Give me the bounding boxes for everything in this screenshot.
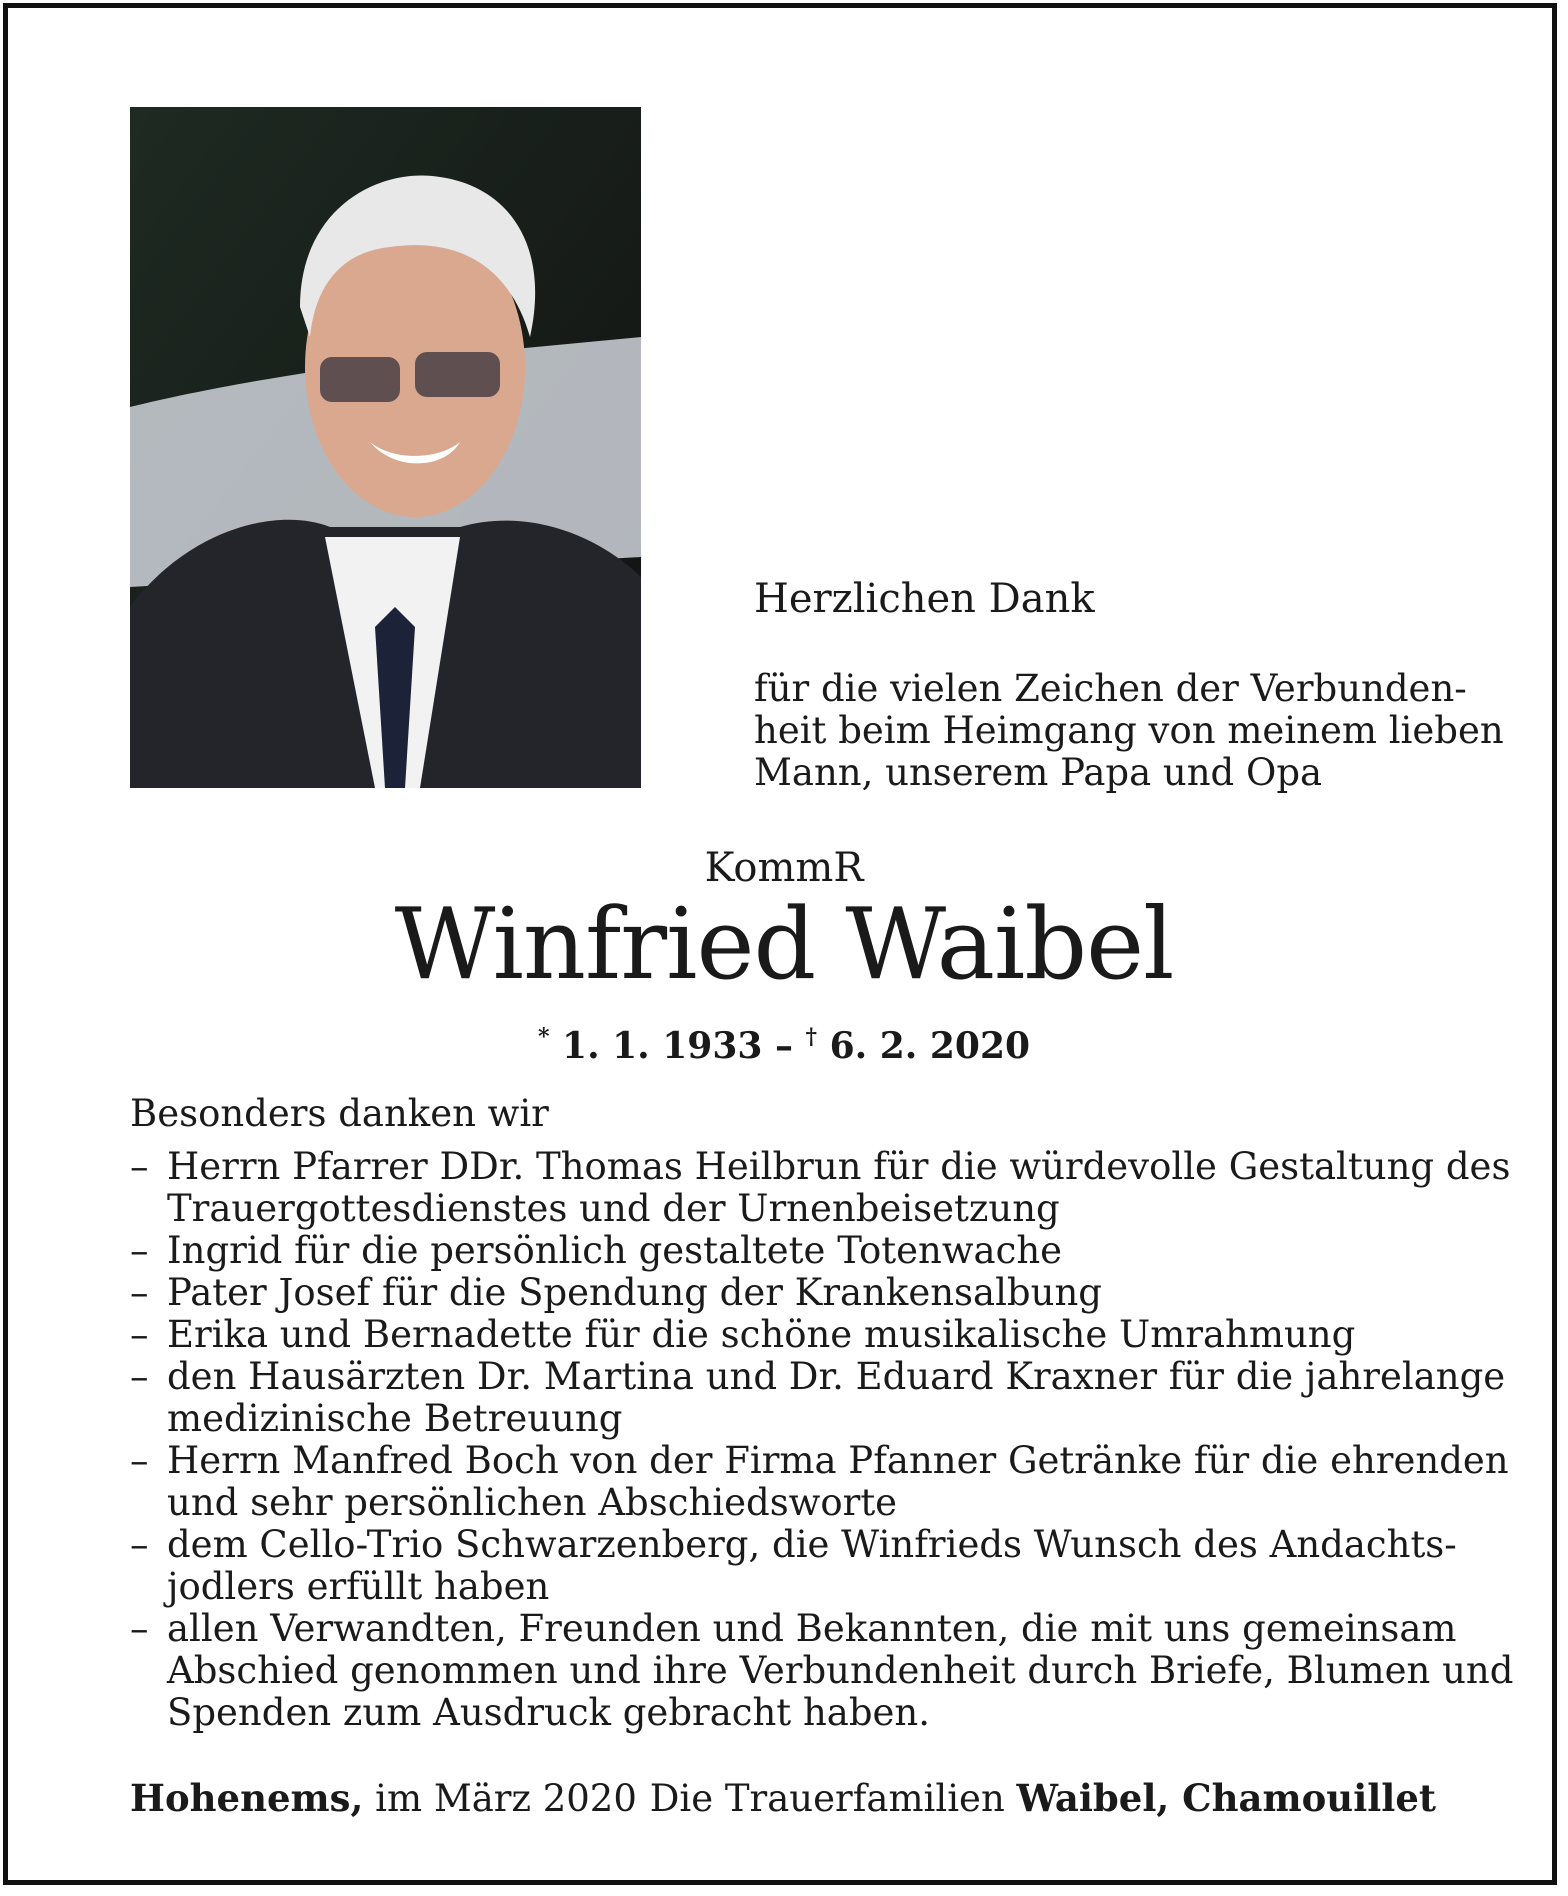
intro-text (754, 667, 1504, 794)
list-dash: – (130, 1439, 149, 1482)
date-separator: – (775, 1025, 793, 1067)
list-line: Ingrid für die persönlich gestaltete Totenwache (167, 1229, 1063, 1272)
list-line: Erika und Bernadette für die schöne musikalische Umrahmung (167, 1313, 1356, 1356)
death-date: 6. 2. 2020 (829, 1025, 1031, 1067)
list-line: Trauergottesdienstes und der Urnenbeisetzung (167, 1187, 1060, 1230)
thanks-list (130, 1145, 1514, 1734)
list-line: Spenden zum Ausdruck gebracht haben. (167, 1691, 930, 1734)
intro-line: Mann, unserem Papa und Opa (754, 751, 1323, 794)
place-date (130, 1776, 637, 1820)
list-line: dem Cello-Trio Schwarzenberg, die Winfrieds Wunsch des Andachts- (167, 1523, 1457, 1566)
birth-symbol: * (537, 1024, 550, 1050)
intro-line: heit beim Heimgang von meinem lieben (754, 709, 1504, 752)
list-dash: – (130, 1607, 149, 1650)
list-item (130, 1439, 1509, 1524)
list-line: jodlers erfüllt haben (167, 1565, 550, 1608)
list-line: und sehr persönlichen Abschiedsworte (167, 1481, 898, 1524)
portrait-photo (130, 107, 641, 788)
list-item (130, 1230, 1436, 1272)
signature-families (650, 1776, 1436, 1820)
list-line: den Hausärzten Dr. Martina und Dr. Eduard Kraxner für die jahrelange (167, 1355, 1506, 1398)
family-names: Waibel, Chamouillet (1016, 1776, 1436, 1820)
list-dash: – (130, 1229, 149, 1272)
life-dates (0, 1024, 1568, 1067)
list-line: Pater Josef für die Spendung der Krankensalbung (167, 1271, 1102, 1314)
list-line: allen Verwandten, Freunden und Bekannten, die mit uns gemeinsam (167, 1607, 1457, 1650)
list-item (130, 1272, 1436, 1314)
intro-line: für die vielen Zeichen der Verbunden- (754, 667, 1467, 710)
heading-thanks: Herzlichen Dank (754, 576, 1095, 622)
special-thanks-heading: Besonders danken wir (130, 1092, 549, 1135)
honorary-title: KommR (704, 845, 864, 891)
list-line: Herrn Pfarrer DDr. Thomas Heilbrun für die würdevolle Gestaltung des (167, 1145, 1511, 1188)
place: Hohenems, (130, 1776, 364, 1820)
list-item (130, 1523, 1457, 1608)
list-item (130, 1607, 1514, 1734)
deceased-name: Winfried Waibel (394, 888, 1174, 1002)
list-dash: – (130, 1271, 149, 1314)
list-item (130, 1314, 1436, 1356)
list-dash: – (130, 1313, 149, 1356)
list-dash: – (130, 1145, 149, 1188)
family-prefix: Die Trauerfamilien (649, 1777, 1005, 1820)
list-item (130, 1145, 1511, 1230)
list-item (130, 1355, 1506, 1440)
list-dash: – (130, 1355, 149, 1398)
birth-date: 1. 1. 1933 (562, 1025, 763, 1067)
list-line: Abschied genommen und ihre Verbundenheit durch Briefe, Blumen und (167, 1649, 1514, 1692)
list-line: Herrn Manfred Boch von der Firma Pfanner Getränke für die ehrenden (167, 1439, 1509, 1482)
list-line: medizinische Betreuung (167, 1397, 623, 1440)
list-dash: – (130, 1523, 149, 1566)
death-symbol: † (805, 1024, 818, 1050)
date: im März 2020 (375, 1777, 637, 1820)
